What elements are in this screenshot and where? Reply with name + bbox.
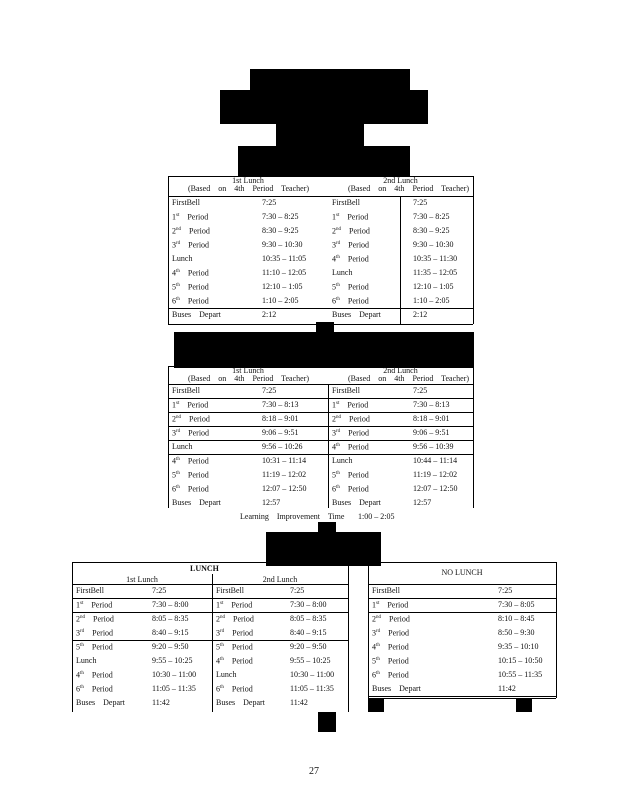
schedule-row: [212, 682, 348, 695]
period-time: 8:30 – 9:25: [413, 226, 450, 235]
period-time: 7:30 – 8:05: [498, 600, 535, 609]
schedule-row: [328, 398, 473, 411]
period-time: 8:10 – 8:45: [498, 614, 535, 623]
period-label: 6th Period: [76, 684, 113, 694]
column-title: 2nd Lunch: [262, 575, 298, 584]
period-time: 9:30 – 10:30: [262, 240, 303, 249]
table-border-top: [368, 562, 556, 563]
period-label: 3rd Period: [172, 428, 210, 438]
period-label: Buses Depart: [172, 498, 221, 507]
period-label: FirstBell: [216, 586, 245, 595]
redaction-block: [276, 124, 364, 148]
column-title: NO LUNCH: [441, 568, 483, 577]
schedule-row: [168, 210, 328, 223]
period-time: 9:20 – 9:50: [152, 642, 189, 651]
period-time: 8:18 – 9:01: [262, 414, 299, 423]
period-time: 2:12: [413, 310, 428, 319]
schedule-row: [328, 496, 473, 509]
period-time: 8:05 – 8:35: [290, 614, 327, 623]
schedule-row: [168, 426, 328, 439]
schedule-row: [328, 482, 473, 495]
schedule-row: [328, 412, 473, 425]
table-border-top: [72, 562, 348, 563]
period-label: Buses Depart: [76, 698, 125, 707]
learning-improvement-label: Learning Improvement Time: [240, 512, 345, 521]
redaction-block: [368, 698, 384, 712]
period-label: Buses Depart: [332, 310, 381, 319]
schedule-row: [212, 696, 348, 709]
period-time: 7:30 – 8:13: [262, 400, 299, 409]
period-label: 3rd Period: [172, 240, 210, 250]
period-label: Buses Depart: [372, 684, 421, 693]
schedule-row: [368, 682, 556, 695]
table-border-right: [348, 562, 349, 712]
period-time: 11:10 – 12:05: [262, 268, 307, 277]
period-time: 7:25: [152, 586, 167, 595]
column-subtitle: (Based on 4th Period Teacher): [348, 184, 470, 193]
period-label: 1st Period: [76, 600, 113, 610]
schedule-row: [328, 210, 473, 223]
schedule-row: [328, 196, 473, 209]
period-time: 8:50 – 9:30: [498, 628, 535, 637]
schedule-row: [212, 668, 348, 681]
schedule-row: [328, 308, 473, 321]
schedule-row: [168, 454, 328, 467]
schedule-row: [72, 584, 212, 597]
schedule-row: [168, 252, 328, 265]
period-label: 4th Period: [76, 670, 113, 680]
redaction-block: [318, 712, 336, 732]
period-time: 10:35 – 11:05: [262, 254, 307, 263]
period-time: 7:25: [262, 386, 277, 395]
period-label: 2nd Period: [172, 226, 210, 236]
period-label: 2nd Period: [76, 614, 114, 624]
schedule-row: [328, 426, 473, 439]
period-label: Lunch: [332, 268, 353, 277]
period-label: 5th Period: [332, 470, 369, 480]
redaction-block: [516, 698, 532, 712]
period-time: 7:30 – 8:13: [413, 400, 450, 409]
period-label: FirstBell: [76, 586, 105, 595]
period-time: 10:35 – 11:30: [413, 254, 458, 263]
schedule-row: [168, 308, 328, 321]
period-label: 2nd Period: [332, 414, 370, 424]
schedule-row: [212, 640, 348, 653]
page-number: 27: [309, 766, 319, 777]
column-subtitle: (Based on 4th Period Teacher): [188, 184, 310, 193]
schedule-row: [328, 468, 473, 481]
column-subtitle: (Based on 4th Period Teacher): [188, 374, 310, 383]
period-time: 9:30 – 10:30: [413, 240, 454, 249]
period-time: 12:07 – 12:50: [413, 484, 458, 493]
period-label: 5th Period: [216, 642, 253, 652]
period-time: 8:05 – 8:35: [152, 614, 189, 623]
period-time: 11:42: [152, 698, 170, 707]
period-label: 6th Period: [372, 670, 409, 680]
period-label: 2nd Period: [332, 226, 370, 236]
schedule-row: [328, 384, 473, 397]
period-time: 12:10 – 1:05: [413, 282, 454, 291]
period-time: 11:05 – 11:35: [152, 684, 196, 693]
period-label: 1st Period: [216, 600, 253, 610]
period-label: 5th Period: [172, 470, 209, 480]
period-label: 4th Period: [372, 642, 409, 652]
period-time: 10:31 – 11:14: [262, 456, 307, 465]
period-label: Lunch: [172, 442, 193, 451]
column-title: 2nd Lunch: [383, 366, 418, 375]
schedule-row: [168, 294, 328, 307]
period-time: 7:25: [413, 386, 428, 395]
schedule-row: [168, 440, 328, 453]
schedule-row: [368, 654, 556, 667]
schedule-row: [328, 252, 473, 265]
period-time: 10:30 – 11:00: [290, 670, 335, 679]
period-label: 1st Period: [332, 212, 369, 222]
period-label: 3rd Period: [332, 428, 370, 438]
period-time: 12:57: [262, 498, 281, 507]
period-label: 4th Period: [332, 442, 369, 452]
period-time: 10:44 – 11:14: [413, 456, 458, 465]
period-label: 2nd Period: [372, 614, 410, 624]
schedule-row: [328, 280, 473, 293]
period-time: 7:30 – 8:25: [262, 212, 299, 221]
schedule-row: [168, 398, 328, 411]
schedule-row: [328, 238, 473, 251]
period-time: 10:15 – 10:50: [498, 656, 543, 665]
period-label: FirstBell: [332, 198, 361, 207]
schedule-row: [368, 612, 556, 625]
period-label: 1st Period: [172, 212, 209, 222]
schedule-row: [72, 668, 212, 681]
schedule-row: [72, 598, 212, 611]
period-time: 9:56 – 10:39: [413, 442, 454, 451]
period-label: 1st Period: [372, 600, 409, 610]
period-time: 9:06 – 9:51: [262, 428, 299, 437]
schedule-row: [368, 626, 556, 639]
period-label: Lunch: [332, 456, 353, 465]
period-time: 8:40 – 9:15: [290, 628, 327, 637]
period-label: Buses Depart: [216, 698, 265, 707]
period-time: 12:10 – 1:05: [262, 282, 303, 291]
period-label: FirstBell: [372, 586, 401, 595]
period-label: Lunch: [216, 670, 237, 679]
schedule-row: [368, 598, 556, 611]
period-time: 7:25: [262, 198, 277, 207]
period-label: 3rd Period: [372, 628, 410, 638]
schedule-row: [168, 468, 328, 481]
period-label: 1st Period: [332, 400, 369, 410]
period-time: 8:40 – 9:15: [152, 628, 189, 637]
period-label: Buses Depart: [332, 498, 381, 507]
table-border-right: [473, 176, 474, 324]
schedule-row: [328, 440, 473, 453]
period-label: 4th Period: [172, 456, 209, 466]
period-label: 1st Period: [172, 400, 209, 410]
schedule-row: [168, 266, 328, 279]
period-label: 5th Period: [76, 642, 113, 652]
schedule-row: [212, 598, 348, 611]
period-label: 6th Period: [172, 296, 209, 306]
period-time: 11:05 – 11:35: [290, 684, 334, 693]
period-label: 4th Period: [332, 254, 369, 264]
period-time: 8:30 – 9:25: [262, 226, 299, 235]
period-time: 2:12: [262, 310, 277, 319]
period-label: FirstBell: [172, 198, 201, 207]
period-label: 2nd Period: [172, 414, 210, 424]
redaction-block: [174, 332, 474, 368]
schedule-row: [72, 696, 212, 709]
schedule-row: [72, 654, 212, 667]
period-time: 11:35 – 12:05: [413, 268, 458, 277]
column-title: 1st Lunch: [126, 575, 158, 584]
period-time: 11:42: [498, 684, 516, 693]
period-label: FirstBell: [172, 386, 201, 395]
period-label: 3rd Period: [76, 628, 114, 638]
schedule-row: [168, 196, 328, 209]
lunch-title: LUNCH: [190, 564, 219, 573]
schedule-row: [168, 412, 328, 425]
period-time: 11:19 – 12:02: [413, 470, 458, 479]
period-label: 6th Period: [172, 484, 209, 494]
schedule-row: [328, 294, 473, 307]
period-label: 3rd Period: [216, 628, 254, 638]
period-label: 5th Period: [372, 656, 409, 666]
table-border-right: [556, 562, 557, 698]
period-label: Lunch: [172, 254, 193, 263]
schedule-row: [168, 496, 328, 509]
period-time: 9:55 – 10:25: [290, 656, 331, 665]
period-label: 6th Period: [332, 296, 369, 306]
period-time: 11:42: [290, 698, 308, 707]
period-time: 8:18 – 9:01: [413, 414, 450, 423]
schedule-row: [72, 682, 212, 695]
period-time: 12:57: [413, 498, 432, 507]
period-label: 3rd Period: [332, 240, 370, 250]
schedule-row: [72, 640, 212, 653]
period-time: 7:30 – 8:00: [290, 600, 327, 609]
schedule-row: [168, 482, 328, 495]
period-label: Buses Depart: [172, 310, 221, 319]
row-separator: [368, 696, 556, 697]
period-time: 10:30 – 11:00: [152, 670, 197, 679]
schedule-row: [368, 668, 556, 681]
redaction-block: [220, 90, 428, 124]
period-time: 7:25: [413, 198, 428, 207]
schedule-row: [168, 224, 328, 237]
schedule-row: [328, 266, 473, 279]
schedule-row: [212, 626, 348, 639]
schedule-row: [368, 584, 556, 597]
period-time: 9:20 – 9:50: [290, 642, 327, 651]
column-title: 2nd Lunch: [383, 176, 418, 185]
period-time: 10:55 – 11:35: [498, 670, 543, 679]
period-time: 7:30 – 8:25: [413, 212, 450, 221]
period-time: 11:19 – 12:02: [262, 470, 307, 479]
period-time: 9:56 – 10:26: [262, 442, 303, 451]
column-subtitle: (Based on 4th Period Teacher): [348, 374, 470, 383]
schedule-row: [212, 654, 348, 667]
schedule-row: [212, 584, 348, 597]
schedule-row: [72, 626, 212, 639]
schedule-row: [168, 280, 328, 293]
period-time: 7:30 – 8:00: [152, 600, 189, 609]
period-label: 4th Period: [172, 268, 209, 278]
period-time: 1:10 – 2:05: [413, 296, 450, 305]
period-time: 9:55 – 10:25: [152, 656, 193, 665]
period-time: 12:07 – 12:50: [262, 484, 307, 493]
redaction-block: [238, 146, 410, 176]
period-label: 2nd Period: [216, 614, 254, 624]
redaction-block: [266, 532, 381, 566]
column-title: 1st Lunch: [232, 176, 264, 185]
table-border-right: [473, 366, 474, 508]
period-time: 9:35 – 10:10: [498, 642, 539, 651]
period-time: 9:06 – 9:51: [413, 428, 450, 437]
learning-improvement-time: 1:00 – 2:05: [358, 512, 395, 521]
schedule-row: [328, 224, 473, 237]
schedule-row: [72, 612, 212, 625]
period-time: 1:10 – 2:05: [262, 296, 299, 305]
period-label: FirstBell: [332, 386, 361, 395]
schedule-row: [168, 238, 328, 251]
period-label: 5th Period: [172, 282, 209, 292]
column-title: 1st Lunch: [232, 366, 264, 375]
period-time: 7:25: [290, 586, 305, 595]
period-label: 5th Period: [332, 282, 369, 292]
period-time: 7:25: [498, 586, 513, 595]
period-label: 6th Period: [216, 684, 253, 694]
period-label: Lunch: [76, 656, 97, 665]
period-label: 6th Period: [332, 484, 369, 494]
schedule-row: [328, 454, 473, 467]
schedule-row: [168, 384, 328, 397]
schedule-row: [212, 612, 348, 625]
period-label: 4th Period: [216, 656, 253, 666]
schedule-row: [368, 640, 556, 653]
